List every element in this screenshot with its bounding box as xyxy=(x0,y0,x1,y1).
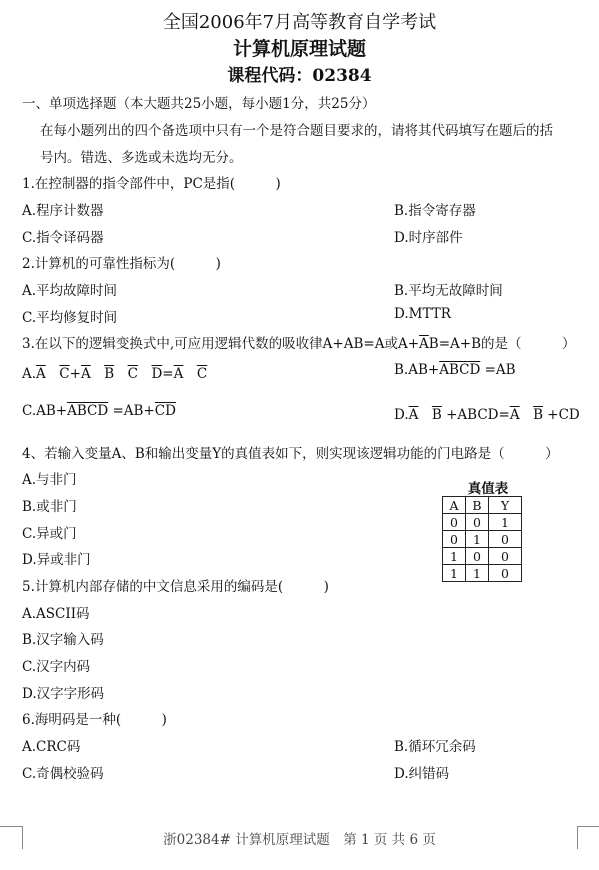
q6-option-b: B.循环冗余码 xyxy=(394,739,476,755)
q6-option-a: A.CRC码 xyxy=(22,739,81,755)
q2-stem: 2.计算机的可靠性指标为( ) xyxy=(22,256,221,272)
q3-option-b: B.AB+ABCD =AB xyxy=(394,362,516,378)
q4-option-d: D.异或非门 xyxy=(22,552,91,568)
q1-option-c: C.指令译码器 xyxy=(22,230,104,246)
q3-option-a: $A.\overline{A}$ $\overline{C}+\overline{A}$ $\overline{B}$ $\overline{C}$ $\overline{D}=\overline{A}$ $\overline{C}$ xyxy=(22,366,208,382)
q5-stem: 5.计算机内部存储的中文信息采用的编码是( ) xyxy=(22,579,329,595)
exam-title: 全国2006年7月高等教育自学考试 xyxy=(162,12,437,33)
q6-option-c: C.奇偶校验码 xyxy=(22,766,104,782)
truth-cell: 1 xyxy=(466,531,489,548)
truth-header-cell: A xyxy=(443,497,466,514)
truth-table-row xyxy=(443,531,522,548)
q1-option-a: A.程序计数器 xyxy=(22,203,104,219)
truth-header-cell: Y xyxy=(489,497,522,514)
q4-option-a: A.与非门 xyxy=(22,472,77,488)
section-instruction-1: 在每小题列出的四个备选项中只有一个是符合题目要求的，请将其代码填写在题后的括 xyxy=(40,123,553,139)
q2-option-d: D.MTTR xyxy=(394,306,451,322)
truth-table-row xyxy=(443,514,522,531)
q3-option-c: C.AB+ABCD $=AB+\overline{CD}$ xyxy=(22,403,176,419)
truth-table-title: 真值表 xyxy=(467,481,509,497)
truth-cell: 1 xyxy=(443,565,466,582)
truth-header-cell: B xyxy=(466,497,489,514)
truth-table-row xyxy=(443,548,522,565)
q5-option-d: D.汉字字形码 xyxy=(22,686,105,702)
course-code: 课程代码：02384 xyxy=(227,66,372,86)
q4-stem: 4、若输入变量A、B和输出变量Y的真值表如下，则实现该逻辑功能的门电路是（ ） xyxy=(22,446,559,462)
truth-cell: 1 xyxy=(489,514,522,531)
q1-stem: 1.在控制器的指令部件中，PC是指( ) xyxy=(22,176,281,192)
truth-cell: 0 xyxy=(443,514,466,531)
q6-option-d: D.纠错码 xyxy=(394,766,450,782)
q2-option-b: B.平均无故障时间 xyxy=(394,283,503,299)
q4-option-c: C.异或门 xyxy=(22,526,77,542)
truth-cell: 1 xyxy=(466,565,489,582)
truth-cell: 0 xyxy=(466,548,489,565)
q3-option-d: $D.\overline{A}$ $\overline{B}$ $+ABCD=\overline{A}$ $\overline{B} +CD$ xyxy=(394,407,580,423)
truth-cell: 0 xyxy=(443,531,466,548)
truth-cell: 0 xyxy=(489,548,522,565)
q5-option-b: B.汉字输入码 xyxy=(22,632,104,648)
q1-option-d: D.时序部件 xyxy=(394,230,463,246)
q5-option-c: C.汉字内码 xyxy=(22,659,91,675)
q5-option-a: A.ASCII码 xyxy=(22,606,90,622)
q1-option-b: B.指令寄存器 xyxy=(394,203,476,219)
q2-option-c: C.平均修复时间 xyxy=(22,310,118,326)
q2-option-a: A.平均故障时间 xyxy=(22,283,118,299)
section-instruction-2: 号内。错选、多选或未选均无分。 xyxy=(40,150,243,166)
q4-option-b: B.或非门 xyxy=(22,499,77,515)
subject-title: 计算机原理试题 xyxy=(232,38,366,60)
truth-cell: 1 xyxy=(443,548,466,565)
truth-cell: 0 xyxy=(489,531,522,548)
truth-table-row xyxy=(443,565,522,582)
section-title: 一、单项选择题（本大题共25小题，每小题1分，共25分） xyxy=(22,96,376,112)
q6-stem: 6.海明码是一种( ) xyxy=(22,712,167,728)
q3-stem: 3.在以下的逻辑变换式中,可应用逻辑代数的吸收律A+AB=A或$A+\overline{A}B=A+B$的是（ ） xyxy=(22,336,576,352)
truth-cell: 0 xyxy=(489,565,522,582)
page-footer: 浙02384# 计算机原理试题 第 1 页 共 6 页 xyxy=(163,832,436,848)
truth-cell: 0 xyxy=(466,514,489,531)
truth-table-header xyxy=(443,497,522,514)
truth-table xyxy=(442,496,522,582)
